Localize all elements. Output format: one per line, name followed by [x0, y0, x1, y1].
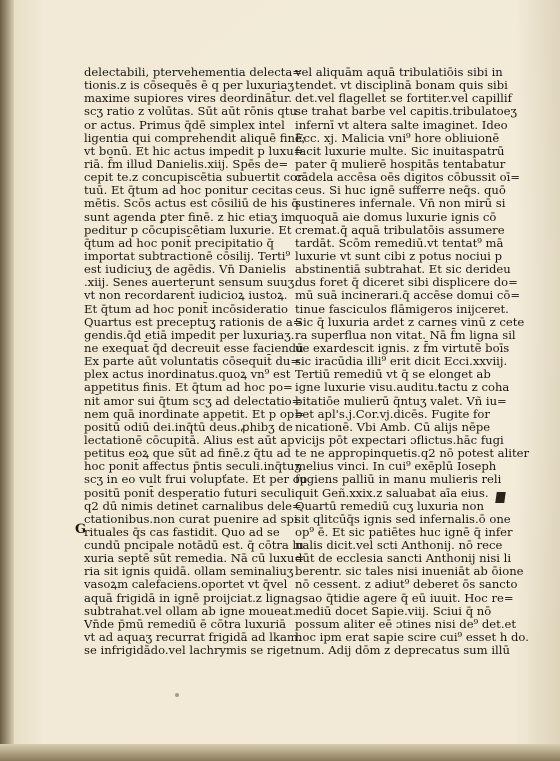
left-column-line: xuria septē sūt remedia. Nā cū luxu= — [84, 551, 305, 566]
right-column-line: pater q̄ mulierē hospitās tentabatur — [295, 156, 506, 171]
right-column-line: gsao q̄tidie agere q̄ eū iuuit. Hoc re= — [295, 590, 514, 605]
right-column-line: igne luxurie visu.auditu.tactu z coha — [295, 380, 510, 395]
right-column-line: op⁹ ē. Et sic patiētes huc ignē q̄ infer — [295, 524, 513, 539]
left-column-line: q2 dū nimis detinet̄ carnalibus dele= — [84, 498, 302, 513]
left-column-line: ria sit ignis quidā. ollam seminaliuʒ — [84, 564, 294, 579]
left-column-line: scʒ in eo vult frui volupťate. Et per op — [84, 472, 308, 487]
right-column-line: sic iracūdia illi⁹ erit dicit Ecci.xxviij. — [295, 354, 508, 369]
left-column-line: petitus eoꝝ que sūt ad finē.z q̄tu ad — [84, 446, 291, 461]
paragraph-mark-left: G — [75, 522, 87, 537]
left-text-column — [84, 65, 308, 658]
left-column-line: tionis.z is cōsequēs ē q per luxuriaʒ — [84, 78, 295, 93]
left-column-line: hoc ponit̄ affectus p̄ntis seculi.inq̄tuʒ — [84, 459, 301, 474]
right-column-line: ue exardescit ignis. z f̄m virtutē boīs — [295, 340, 510, 355]
right-column-line: hoc ipm erat sapie scire cui⁹ esset h do. — [295, 630, 529, 645]
left-column-line: Quartus est preceptuʒ rationis de a= — [84, 314, 303, 329]
right-column-line: bet apl's.j.Cor.vj.dicēs. Fugite for — [295, 406, 490, 421]
left-column-line: cundū pncipale notādū est. q̄ cōtra lu — [84, 538, 304, 553]
right-column-line: nō cessent. z adiut⁹ deberet ōs sancto — [295, 577, 518, 592]
right-column-line: melius vinci. In cui⁹ exēplū Ioseph — [295, 459, 497, 474]
left-column-line: est iudiciuʒ de agēdis. Vn̄ Danielis — [84, 262, 287, 277]
left-column-line: scʒ ratio z volūtas. Sūt aūt rōnis qtu — [84, 104, 297, 119]
right-column-line: fugiens palliū in manu mulieris reli — [295, 472, 502, 487]
left-column-line: vt bonū. Et hic actus impedit p luxu= — [84, 143, 304, 158]
right-column-line: vel aliquām aquā tribulatiōis sibi in — [295, 65, 503, 79]
right-column-line: dūt de ecclesia sancti Anthonij nisi li — [295, 551, 512, 566]
left-column-line: vt non recordarent̄ iudicioꝝ iustoꝝ. — [84, 288, 288, 303]
left-column-line: ctationibus.non curat puenire ad spi — [84, 511, 298, 526]
left-column-line: cepit te.z concupiscētia subuertit cor — [84, 170, 303, 185]
right-column-line: tinue fasciculos flāmigeros inijceret. — [295, 301, 509, 316]
paper-spot — [175, 693, 179, 697]
left-column-line: sunt agenda ꝑter finē. z hic etiaʒ im — [84, 209, 296, 224]
right-column-line: cādela accēsa oēs digitos cōbussit oī= — [295, 170, 521, 185]
right-column-line: Quartū remediū cuʒ luxuria non — [295, 498, 484, 513]
right-column-line: nalis dicit.vel scti Anthonij. nō rece — [295, 538, 503, 553]
right-column-line: quoquā aie domus luxurie ignis cō — [295, 209, 497, 224]
right-column-line: bitatiōe mulierū q̄ntuʒ valet. Vñ iu= — [295, 393, 507, 408]
right-text-column — [295, 65, 530, 658]
left-column-line: riā. f̄m illud Danielis.xiij. Spēs de= — [84, 156, 289, 171]
right-column-line: infernī vt altera salte imaginet. Ideo — [295, 117, 508, 132]
left-column-line: rituales q̄s cas fastidit. Quo ad se — [84, 524, 280, 539]
left-column-line: subtrahat.vel ollam ab igne moueat. — [84, 603, 297, 618]
right-column-line: Ecc. xj. Malicia vni⁹ hore obliuionē — [295, 130, 500, 145]
left-column-line: ligentia qui comprehendit aliquē finē; — [84, 130, 306, 145]
left-column-line: positū odiū dei.inq̄tū deus.ꝓhibʒ de — [84, 419, 293, 434]
right-column-line: det.vel flagellet se fortiter.vel capillif — [295, 91, 512, 106]
right-column-line: mediū docet Sapie.viij. Sciui q̄ nō — [295, 603, 492, 618]
left-column-line: nit̄ amor sui q̄tum scʒ ad delectatio= — [84, 393, 302, 408]
right-column-line: tardāt. Scōm remediū.vt tentat⁹ mā — [295, 235, 504, 250]
left-column-line: Vn̄de p̄mū remediū ē cōtra luxuriā — [84, 616, 287, 631]
left-column-line: ne exequat̄ q̄d decreuit esse faciendū — [84, 340, 304, 355]
left-column-line: se infrigidādo.vel lachrymis se riget. — [84, 643, 299, 658]
left-column-line: gendis.q̄d etiā impedit̄ per luxuriaʒ. — [84, 327, 295, 342]
right-column-line: sit qlitcūq̄s ignis sed infernalis.ō one — [295, 511, 511, 526]
left-column-line: Et q̄tum ad hoc ponit̄ incōsideratio — [84, 301, 288, 316]
left-column-line: vt ad aquaʒ recurrat frigidā ad lkam. — [84, 630, 302, 645]
left-column-line: .xiij. Senes auerterunt sensum suuʒ. — [84, 275, 298, 290]
right-column-line: mū suā incinerari.q̄ accēse domui cō= — [295, 288, 521, 303]
left-column-line: aquā frigidā in ignē proijciat.z ligna — [84, 590, 295, 605]
right-column-line: se trahat barbe vel capitis.tribulatoeʒ — [295, 104, 517, 119]
left-column-line: positū ponit̄ desperatio futuri seculi. — [84, 485, 299, 500]
left-column-line: plex actus inordinatus.quoꝝ vn⁹ est — [84, 367, 291, 382]
right-column-line: sustineres infernale. Vn̄ non mirū si — [295, 196, 506, 211]
left-column-line: importat subtractionē cōsilij. Terti⁹ — [84, 248, 291, 263]
right-column-line: abstinentiā subtrahat. Et sic derideu — [295, 262, 511, 277]
left-column-line: mētis. Scōs actus est cōsiliū de his q̄ — [84, 196, 299, 211]
left-column-line: vasoꝝm calefaciens.oportet vt q̄vel — [84, 577, 288, 592]
right-column-line: possum aliter eē ɔtines nisi de⁹ det.et — [295, 616, 517, 631]
right-column-line: tendet. vt disciplinā bonam quis sibi — [295, 78, 508, 93]
left-column-line: Ex parte aūt voluntatis cōsequit̄ du= — [84, 354, 301, 369]
left-column-line: peditur p cōcupiscētiam luxurie. Et — [84, 222, 292, 237]
paragraph-mark-right — [495, 492, 506, 503]
left-column-line: or actus. Primus q̄dē simplex intel — [84, 117, 285, 132]
right-column-line: num. Adij dōm z deprecatus sum illū — [295, 643, 510, 658]
right-column-line: Tertiū remediū vt q̄ se elonget ab — [295, 367, 491, 382]
left-column-line: delectabili, ptervehementia delecta= — [84, 65, 302, 79]
right-column-line: cremat.q̄ aquā tribulatōis assumere — [295, 222, 505, 237]
right-column-line: dus foret q̄ diceret sibi displicere do= — [295, 275, 518, 290]
left-column-line: q̄tum ad hoc ponit̄ precipitatio q̄ — [84, 235, 274, 250]
right-column-line: ceus. Si huc ignē sufferre neq̄s. quō — [295, 183, 506, 198]
left-column-line: appetitus finis. Et q̄tum ad hoc po= — [84, 380, 293, 395]
right-column-line: facit luxurie multe. Sic inuitaspatrū — [295, 143, 505, 158]
right-column-line: ra superflua non vitat. Nā f̄m ligna sil — [295, 327, 516, 342]
left-column-line: maxime supiores vires deordināt̄ur. — [84, 91, 292, 106]
right-column-line: quit Geñ.xxix.z saluabat aīa eius. — [295, 485, 489, 500]
right-column-line: berentr. sic tales nisi inueniāt ab ōione — [295, 564, 524, 579]
left-column-line: tuū. Et q̄tum ad hoc ponitur cecitas — [84, 183, 293, 198]
right-column-line: Sic q̄ luxuria ardet z carnes vinū z cete — [295, 314, 525, 329]
right-column-line: vicijs pōt expectari ɔflictus.hāc fugi — [295, 432, 504, 447]
left-column-line: lectationē cōcupitā. Alius est aūt ap — [84, 432, 295, 447]
page-bottom-edge — [0, 744, 560, 761]
right-column-line: nicationē. Vbi Amb. Cū alijs nēpe — [295, 419, 491, 434]
page-left-edge — [0, 0, 14, 761]
left-column-line: nem quā inordinate appetit. Et p op= — [84, 406, 304, 421]
right-column-line: te ne appropinquetis.q2 nō potest aliter — [295, 446, 530, 461]
right-column-line: luxurie vt sunt cibi z potus nociui p — [295, 248, 503, 263]
